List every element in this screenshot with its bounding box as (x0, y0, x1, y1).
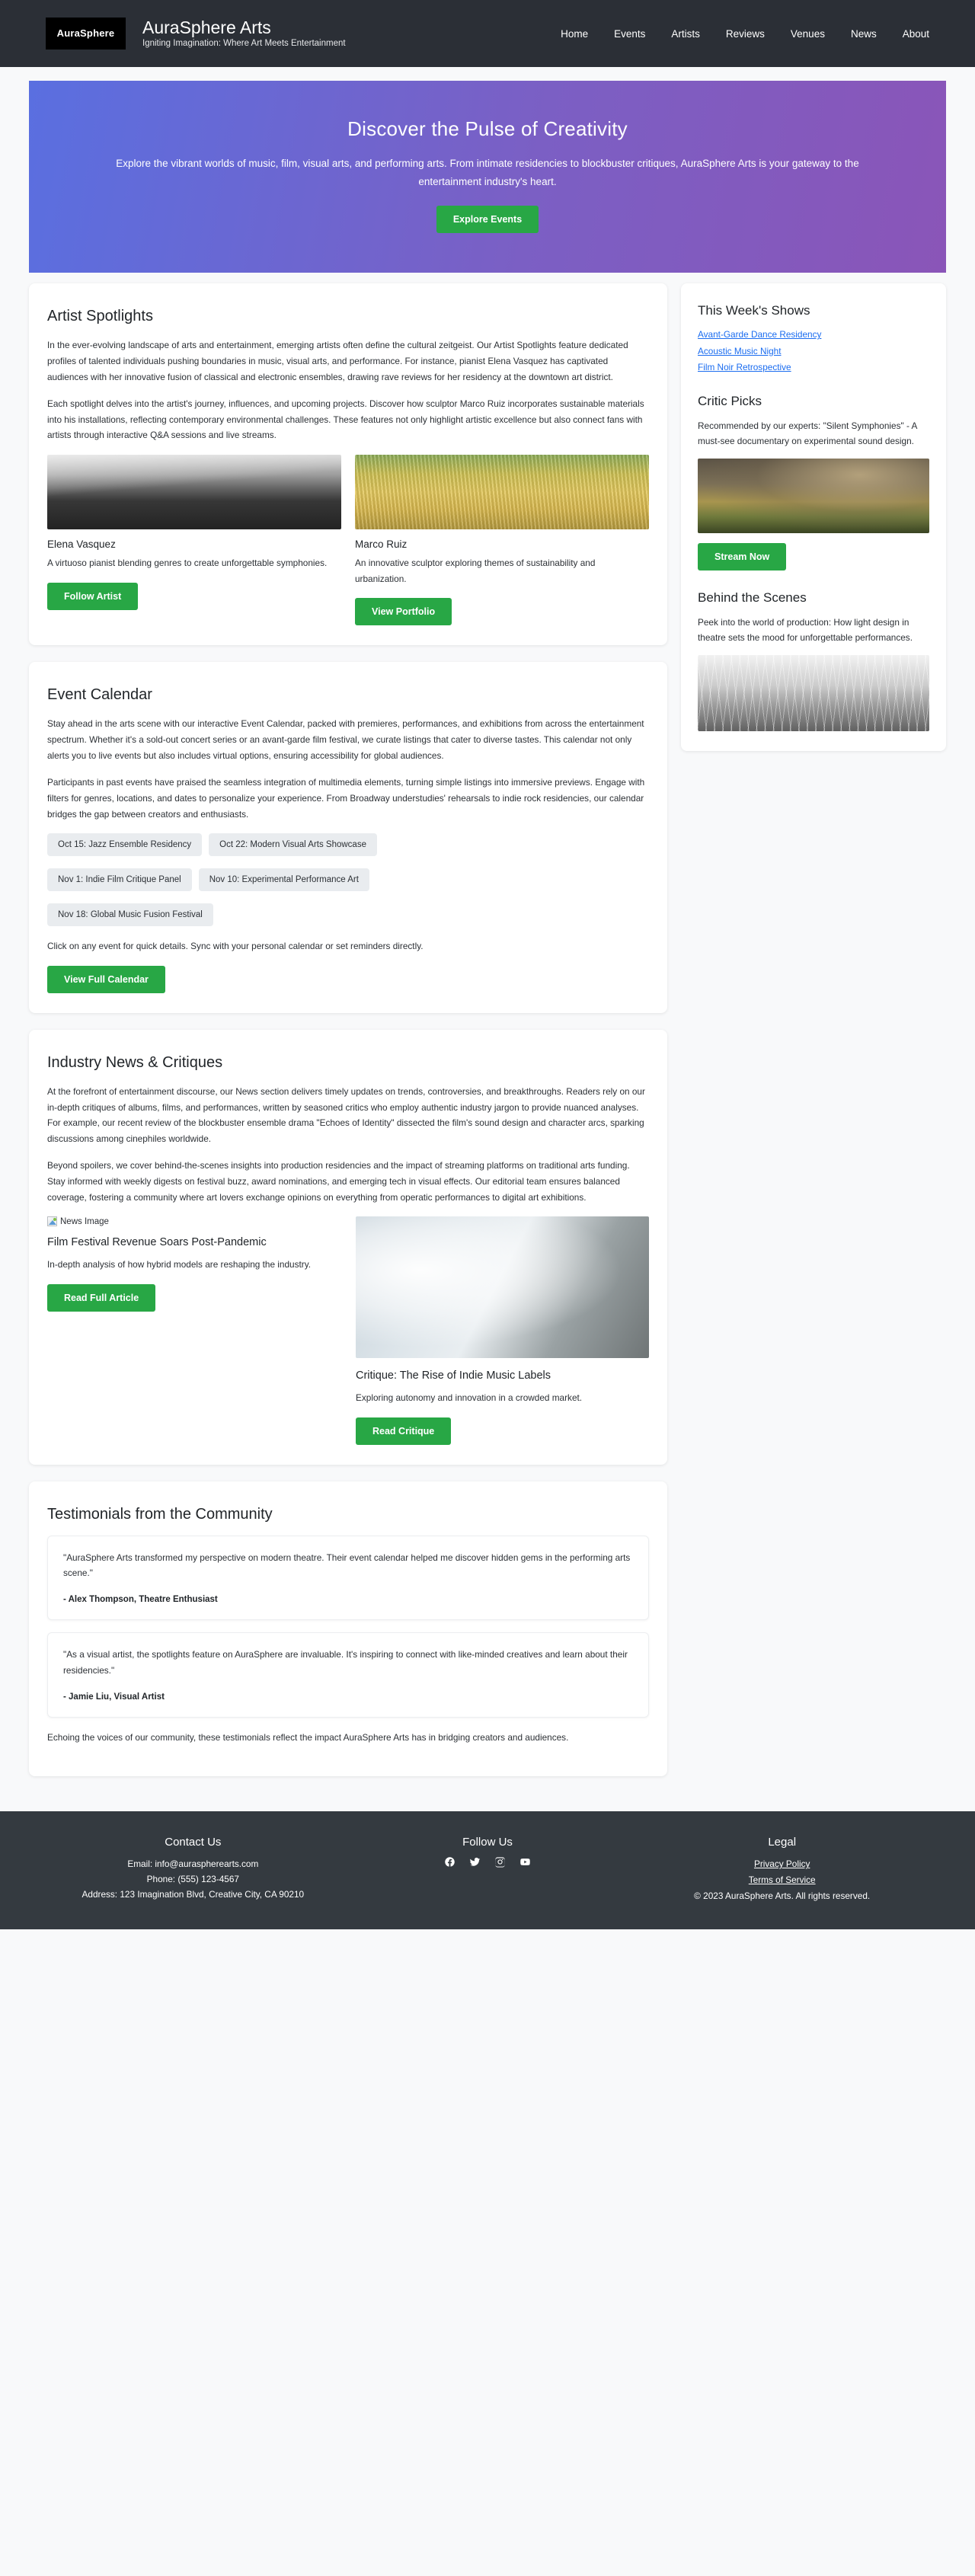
artist-photo-elena (47, 455, 341, 529)
stream-now-button[interactable]: Stream Now (698, 543, 786, 570)
artist-description: An innovative sculptor exploring themes of sustainability and urbanization. (355, 558, 596, 584)
read-full-article-button[interactable]: Read Full Article (47, 1284, 155, 1312)
event-tag[interactable]: Oct 15: Jazz Ensemble Residency (47, 833, 202, 856)
footer-copyright: © 2023 AuraSphere Arts. All rights reserved. (694, 1890, 871, 1901)
news-card (47, 1216, 340, 1311)
news-title: Film Festival Revenue Soars Post-Pandemic (47, 1236, 267, 1249)
footer-columns (46, 1836, 929, 1903)
footer-follow-column (340, 1836, 635, 1868)
footer-contact-column (46, 1836, 340, 1902)
site-header (0, 0, 975, 67)
site-title: AuraSphere Arts (142, 17, 271, 37)
industry-news-paragraph-1: At the forefront of entertainment discourse, our News section delivers timely updates on trends, controversies, and breakthroughs. Readers rely on our in-depth critiques of albums, films, and performances, written by seasoned critics who employ authentic industry jargon to provide nuanced analyses. For example, our recent review of the blockbuster ensemble drama "Echoes of Identity" dissected the film's sound design and character arcs, sparking discussions among cinephiles worldwide. (47, 1085, 645, 1144)
youtube-icon[interactable] (519, 1856, 531, 1868)
twitter-icon[interactable] (469, 1856, 481, 1868)
this-weeks-shows-heading: This Week's Shows (698, 303, 810, 318)
page-layout (0, 273, 975, 1793)
testimonial-attribution: - Alex Thompson, Theatre Enthusiast (63, 1595, 218, 1605)
event-calendar-footnote: Click on any event for quick details. Sync with your personal calendar or set reminders directly. (47, 941, 424, 952)
event-calendar-paragraph-2: Participants in past events have praised the seamless integration of multimedia elements, turning simple listings into immersive previews. Engage with filters for genres, locations, and dates to personalize your experience. From Broadway understudies' rehearsals to indie rock residencies, our calendar bridges the gap between creators and enthusiasts. (47, 777, 645, 820)
site-tagline: Igniting Imagination: Where Art Meets Entertainment (142, 39, 346, 49)
event-tag[interactable]: Nov 1: Indie Film Critique Panel (47, 868, 192, 891)
brand-block (46, 18, 346, 50)
event-tag[interactable]: Nov 18: Global Music Fusion Festival (47, 903, 213, 926)
nav-item-artists[interactable]: Artists (671, 27, 700, 40)
footer-contact-address: Address: 123 Imagination Blvd, Creative City, CA 90210 (82, 1889, 305, 1900)
nav-item-reviews[interactable]: Reviews (725, 27, 765, 40)
sidebar (681, 283, 946, 751)
artist-spotlights-section (29, 283, 667, 645)
artist-spotlights-heading: Artist Spotlights (47, 308, 153, 325)
site-logo[interactable]: AuraSphere (46, 18, 126, 50)
testimonials-section (29, 1481, 667, 1776)
testimonials-closing-text: Echoing the voices of our community, these testimonials reflect the impact AuraSphere Arts has in bridging creators and audiences. (47, 1731, 569, 1743)
footer-contact-email: Email: info@auraspherearts.com (127, 1858, 259, 1870)
testimonial-item (47, 1536, 649, 1620)
show-link-acoustic-music-night[interactable]: Acoustic Music Night (698, 345, 782, 356)
sidebar-card (681, 283, 946, 751)
testimonials-heading: Testimonials from the Community (47, 1505, 273, 1523)
brand-text (142, 18, 346, 50)
artist-card (47, 455, 341, 625)
nav-item-about[interactable]: About (902, 27, 929, 40)
broken-image-icon (47, 1216, 57, 1226)
artist-photo-marco (355, 455, 649, 529)
event-calendar-paragraph-1: Stay ahead in the arts scene with our interactive Event Calendar, packed with premieres, performances, and exhibitions from across the entertainment spectrum. Whether it's a sold-out concert series or an avant-garde film festival, we curate listings that cater to diverse tastes. This calendar not only alerts you to live events but also includes virtual options, ensuring accessibility for global audiences. (47, 718, 644, 761)
behind-the-scenes-heading: Behind the Scenes (698, 590, 807, 606)
main-column (29, 283, 667, 1793)
show-link-film-noir-retrospective[interactable]: Film Noir Retrospective (698, 361, 791, 372)
site-footer (0, 1811, 975, 1929)
read-critique-button[interactable]: Read Critique (356, 1417, 451, 1445)
view-portfolio-button[interactable]: View Portfolio (355, 598, 452, 625)
main-navigation (561, 28, 929, 40)
explore-events-button[interactable]: Explore Events (436, 206, 539, 233)
view-full-calendar-button[interactable]: View Full Calendar (47, 966, 165, 993)
event-tag-list (47, 833, 649, 856)
event-tag-list (47, 903, 649, 926)
social-icon-row (340, 1856, 635, 1868)
testimonial-quote: "AuraSphere Arts transformed my perspective on modern theatre. Their event calendar helped me discover hidden gems in the performing arts scene." (63, 1552, 631, 1579)
terms-of-service-link[interactable]: Terms of Service (748, 1874, 816, 1885)
hero-banner (29, 81, 946, 273)
news-card-grid (47, 1216, 649, 1444)
testimonial-item (47, 1632, 649, 1717)
event-calendar-heading: Event Calendar (47, 686, 152, 704)
hero-subheading: Explore the vibrant worlds of music, film, visual arts, and performing arts. From intimate residencies to blockbuster critiques, AuraSphere Arts is your gateway to the entertainment industry's heart. (116, 158, 859, 187)
critic-picks-heading: Critic Picks (698, 394, 762, 409)
event-calendar-section (29, 662, 667, 1012)
industry-news-heading: Industry News & Critiques (47, 1053, 223, 1071)
event-tag-list (47, 868, 649, 891)
nav-item-venues[interactable]: Venues (790, 27, 825, 40)
artist-card-grid (47, 455, 649, 625)
testimonial-quote: "As a visual artist, the spotlights feature on AuraSphere are invaluable. It's inspiring to connect with like-minded creatives and learn about their residencies." (63, 1649, 628, 1676)
shows-link-list (698, 328, 929, 374)
behind-the-scenes-image (698, 655, 929, 731)
news-description: Exploring autonomy and innovation in a crowded market. (356, 1392, 583, 1404)
footer-legal-column (635, 1836, 929, 1903)
footer-contact-phone: Phone: (555) 123-4567 (146, 1874, 239, 1885)
behind-the-scenes-text: Peek into the world of production: How light design in theatre sets the mood for unforgettable performances. (698, 617, 913, 644)
industry-news-section (29, 1030, 667, 1465)
event-tag[interactable]: Nov 10: Experimental Performance Art (199, 868, 369, 891)
artist-card (355, 455, 649, 625)
artist-spotlights-paragraph-1: In the ever-evolving landscape of arts and entertainment, emerging artists often define the cultural zeitgeist. Our Artist Spotlights feature dedicated profiles of talented individuals pushing boundaries in music, visual arts, and performance. For instance, pianist Elena Vasquez has captivated audiences with her innovative fusion of classical and electronic ensembles, drawing rave reviews for her residency at the downtown art district. (47, 340, 628, 382)
footer-contact-heading: Contact Us (165, 1836, 222, 1849)
footer-legal-heading: Legal (768, 1836, 797, 1849)
hero-heading: Discover the Pulse of Creativity (347, 117, 628, 140)
nav-item-news[interactable]: News (850, 27, 877, 40)
nav-item-events[interactable]: Events (614, 27, 646, 40)
artist-name: Elena Vasquez (47, 539, 116, 551)
news-photo-critique (356, 1216, 649, 1358)
broken-image-placeholder (47, 1216, 109, 1226)
industry-news-paragraph-2: Beyond spoilers, we cover behind-the-scenes insights into production residencies and the impact of streaming platforms on traditional arts funding. Stay informed with weekly digests on festival buzz, award nominations, and emerging tech in visual effects. Our editorial team ensures balanced coverage, fostering a community where art lovers exchange opinions on everything from operatic performances to digital art exhibitions. (47, 1160, 630, 1203)
show-link-avant-garde-dance-residency[interactable]: Avant-Garde Dance Residency (698, 329, 822, 340)
instagram-icon[interactable] (494, 1856, 506, 1868)
news-title: Critique: The Rise of Indie Music Labels (356, 1369, 551, 1382)
testimonial-attribution: - Jamie Liu, Visual Artist (63, 1692, 165, 1702)
broken-image-alt-text: News Image (60, 1216, 109, 1226)
nav-item-home[interactable]: Home (561, 27, 589, 40)
artist-spotlights-paragraph-2: Each spotlight delves into the artist's journey, influences, and upcoming projects. Discover how sculptor Marco Ruiz incorporates sustainable materials into his installations, reflecting contemporary environmental challenges. These features not only highlight artistic excellence but also connect fans with artists through interactive Q&A sessions and live streams. (47, 398, 644, 441)
privacy-policy-link[interactable]: Privacy Policy (753, 1858, 810, 1870)
event-tag[interactable]: Oct 22: Modern Visual Arts Showcase (209, 833, 377, 856)
footer-follow-heading: Follow Us (462, 1836, 513, 1849)
news-card (356, 1216, 649, 1444)
critic-picks-image (698, 459, 929, 533)
news-description: In-depth analysis of how hybrid models are reshaping the industry. (47, 1259, 312, 1270)
artist-description: A virtuoso pianist blending genres to create unforgettable symphonies. (47, 558, 328, 569)
critic-picks-text: Recommended by our experts: "Silent Symphonies" - A must-see documentary on experimental sound design. (698, 420, 917, 447)
artist-name: Marco Ruiz (355, 539, 408, 551)
follow-artist-button[interactable]: Follow Artist (47, 583, 138, 610)
facebook-icon[interactable] (444, 1856, 456, 1868)
